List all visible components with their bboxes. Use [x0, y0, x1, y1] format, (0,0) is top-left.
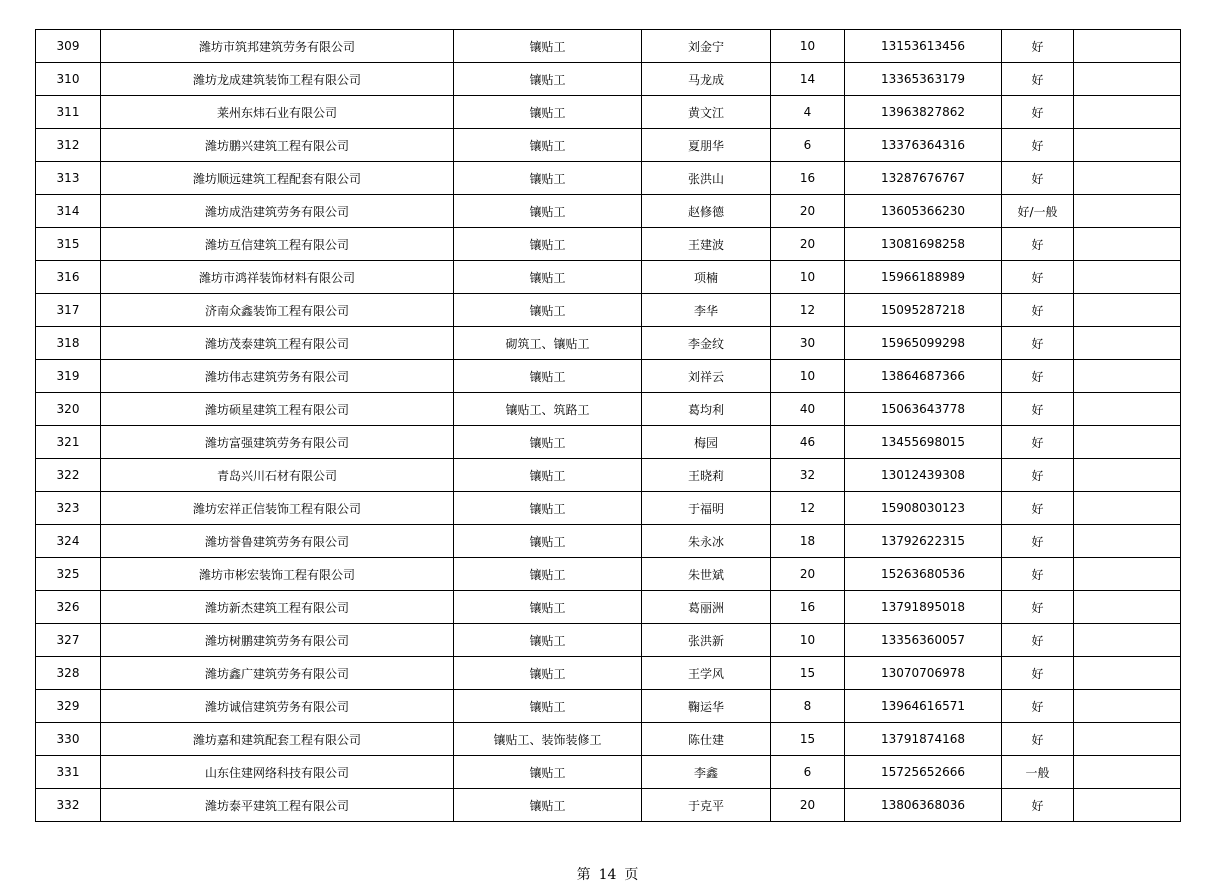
- trade-cell: 镶贴工、装饰装修工: [454, 723, 642, 756]
- notes-cell: [1074, 327, 1181, 360]
- phone-cell: 13153613456: [845, 30, 1002, 63]
- company-name-cell: 潍坊泰平建筑工程有限公司: [101, 789, 454, 822]
- worker-count-cell: 15: [771, 657, 845, 690]
- trade-cell: 镶贴工: [454, 459, 642, 492]
- phone-cell: 15966188989: [845, 261, 1002, 294]
- table-row: [36, 327, 1181, 360]
- notes-cell: [1074, 690, 1181, 723]
- contact-name-cell: 马龙成: [642, 63, 771, 96]
- contact-name-cell: 王晓莉: [642, 459, 771, 492]
- phone-cell: 13455698015: [845, 426, 1002, 459]
- company-name-cell: 潍坊宏祥正信装饰工程有限公司: [101, 492, 454, 525]
- row-number-cell: 321: [36, 426, 101, 459]
- trade-cell: 镶贴工: [454, 756, 642, 789]
- rating-cell: 好: [1002, 690, 1074, 723]
- table-body: [36, 30, 1181, 822]
- contact-name-cell: 葛丽洲: [642, 591, 771, 624]
- table-row: [36, 690, 1181, 723]
- trade-cell: 镶贴工: [454, 360, 642, 393]
- contact-name-cell: 李华: [642, 294, 771, 327]
- row-number-cell: 318: [36, 327, 101, 360]
- row-number-cell: 320: [36, 393, 101, 426]
- contact-name-cell: 李鑫: [642, 756, 771, 789]
- company-name-cell: 潍坊树鹏建筑劳务有限公司: [101, 624, 454, 657]
- phone-cell: 13963827862: [845, 96, 1002, 129]
- phone-cell: 13864687366: [845, 360, 1002, 393]
- contact-name-cell: 葛均利: [642, 393, 771, 426]
- trade-cell: 镶贴工: [454, 96, 642, 129]
- contact-name-cell: 张洪山: [642, 162, 771, 195]
- trade-cell: 镶贴工: [454, 492, 642, 525]
- worker-count-cell: 16: [771, 591, 845, 624]
- worker-count-cell: 32: [771, 459, 845, 492]
- contact-name-cell: 刘金宁: [642, 30, 771, 63]
- row-number-cell: 323: [36, 492, 101, 525]
- phone-cell: 15908030123: [845, 492, 1002, 525]
- notes-cell: [1074, 228, 1181, 261]
- worker-count-cell: 4: [771, 96, 845, 129]
- notes-cell: [1074, 96, 1181, 129]
- row-number-cell: 331: [36, 756, 101, 789]
- worker-count-cell: 6: [771, 129, 845, 162]
- notes-cell: [1074, 162, 1181, 195]
- worker-count-cell: 46: [771, 426, 845, 459]
- company-name-cell: 潍坊鑫广建筑劳务有限公司: [101, 657, 454, 690]
- contact-name-cell: 张洪新: [642, 624, 771, 657]
- phone-cell: 13791874168: [845, 723, 1002, 756]
- phone-cell: 13806368036: [845, 789, 1002, 822]
- trade-cell: 镶贴工: [454, 228, 642, 261]
- notes-cell: [1074, 195, 1181, 228]
- notes-cell: [1074, 558, 1181, 591]
- worker-count-cell: 16: [771, 162, 845, 195]
- company-name-cell: 潍坊伟志建筑劳务有限公司: [101, 360, 454, 393]
- notes-cell: [1074, 492, 1181, 525]
- contact-name-cell: 陈仕建: [642, 723, 771, 756]
- trade-cell: 镶贴工: [454, 129, 642, 162]
- company-name-cell: 潍坊龙成建筑装饰工程有限公司: [101, 63, 454, 96]
- table-row: [36, 63, 1181, 96]
- contact-name-cell: 朱永冰: [642, 525, 771, 558]
- contact-name-cell: 王建波: [642, 228, 771, 261]
- notes-cell: [1074, 591, 1181, 624]
- rating-cell: 好: [1002, 426, 1074, 459]
- trade-cell: 砌筑工、镶贴工: [454, 327, 642, 360]
- rating-cell: 好: [1002, 723, 1074, 756]
- rating-cell: 好: [1002, 162, 1074, 195]
- worker-count-cell: 12: [771, 492, 845, 525]
- phone-cell: 13356360057: [845, 624, 1002, 657]
- table-row: [36, 393, 1181, 426]
- company-name-cell: 济南众鑫装饰工程有限公司: [101, 294, 454, 327]
- table-row: [36, 723, 1181, 756]
- table-row: [36, 558, 1181, 591]
- worker-count-cell: 12: [771, 294, 845, 327]
- rating-cell: 好: [1002, 789, 1074, 822]
- trade-cell: 镶贴工: [454, 162, 642, 195]
- notes-cell: [1074, 129, 1181, 162]
- rating-cell: 好: [1002, 657, 1074, 690]
- worker-count-cell: 14: [771, 63, 845, 96]
- rating-cell: 好: [1002, 360, 1074, 393]
- notes-cell: [1074, 261, 1181, 294]
- notes-cell: [1074, 30, 1181, 63]
- company-name-cell: 潍坊茂泰建筑工程有限公司: [101, 327, 454, 360]
- table-row: [36, 624, 1181, 657]
- page-number: 14: [598, 867, 617, 883]
- notes-cell: [1074, 294, 1181, 327]
- worker-count-cell: 15: [771, 723, 845, 756]
- phone-cell: 15965099298: [845, 327, 1002, 360]
- table-row: [36, 360, 1181, 393]
- table-row: [36, 657, 1181, 690]
- rating-cell: 好: [1002, 261, 1074, 294]
- contact-name-cell: 刘祥云: [642, 360, 771, 393]
- trade-cell: 镶贴工: [454, 789, 642, 822]
- table-row: [36, 492, 1181, 525]
- phone-cell: 15095287218: [845, 294, 1002, 327]
- worker-count-cell: 10: [771, 30, 845, 63]
- company-name-cell: 莱州东炜石业有限公司: [101, 96, 454, 129]
- table-row: [36, 591, 1181, 624]
- trade-cell: 镶贴工: [454, 30, 642, 63]
- row-number-cell: 327: [36, 624, 101, 657]
- rating-cell: 好: [1002, 30, 1074, 63]
- table-row: [36, 129, 1181, 162]
- trade-cell: 镶贴工: [454, 426, 642, 459]
- notes-cell: [1074, 393, 1181, 426]
- rating-cell: 一般: [1002, 756, 1074, 789]
- trade-cell: 镶贴工: [454, 558, 642, 591]
- worker-count-cell: 40: [771, 393, 845, 426]
- table-row: [36, 756, 1181, 789]
- row-number-cell: 309: [36, 30, 101, 63]
- contact-name-cell: 赵修德: [642, 195, 771, 228]
- rating-cell: 好/一般: [1002, 195, 1074, 228]
- rating-cell: 好: [1002, 327, 1074, 360]
- contact-name-cell: 黄文江: [642, 96, 771, 129]
- rating-cell: 好: [1002, 96, 1074, 129]
- row-number-cell: 325: [36, 558, 101, 591]
- table-row: [36, 261, 1181, 294]
- phone-cell: 13365363179: [845, 63, 1002, 96]
- phone-cell: 13792622315: [845, 525, 1002, 558]
- contact-name-cell: 于福明: [642, 492, 771, 525]
- trade-cell: 镶贴工: [454, 63, 642, 96]
- trade-cell: 镶贴工: [454, 690, 642, 723]
- contact-name-cell: 王学风: [642, 657, 771, 690]
- trade-cell: 镶贴工: [454, 261, 642, 294]
- row-number-cell: 314: [36, 195, 101, 228]
- page-footer: [0, 864, 1215, 884]
- notes-cell: [1074, 624, 1181, 657]
- trade-cell: 镶贴工: [454, 624, 642, 657]
- notes-cell: [1074, 657, 1181, 690]
- company-name-cell: 潍坊市筑邦建筑劳务有限公司: [101, 30, 454, 63]
- notes-cell: [1074, 525, 1181, 558]
- table-row: [36, 162, 1181, 195]
- phone-cell: 13605366230: [845, 195, 1002, 228]
- table-row: [36, 525, 1181, 558]
- table-row: [36, 459, 1181, 492]
- row-number-cell: 313: [36, 162, 101, 195]
- rating-cell: 好: [1002, 393, 1074, 426]
- row-number-cell: 312: [36, 129, 101, 162]
- worker-count-cell: 30: [771, 327, 845, 360]
- contact-name-cell: 项楠: [642, 261, 771, 294]
- contractor-table: [35, 29, 1181, 822]
- row-number-cell: 311: [36, 96, 101, 129]
- company-name-cell: 潍坊誉鲁建筑劳务有限公司: [101, 525, 454, 558]
- contact-name-cell: 梅园: [642, 426, 771, 459]
- company-name-cell: 潍坊鹏兴建筑工程有限公司: [101, 129, 454, 162]
- company-name-cell: 山东住建网络科技有限公司: [101, 756, 454, 789]
- row-number-cell: 322: [36, 459, 101, 492]
- company-name-cell: 潍坊市彬宏装饰工程有限公司: [101, 558, 454, 591]
- company-name-cell: 潍坊成浩建筑劳务有限公司: [101, 195, 454, 228]
- worker-count-cell: 6: [771, 756, 845, 789]
- row-number-cell: 319: [36, 360, 101, 393]
- phone-cell: 13964616571: [845, 690, 1002, 723]
- rating-cell: 好: [1002, 459, 1074, 492]
- page-label-suffix: 页: [624, 867, 639, 883]
- worker-count-cell: 10: [771, 624, 845, 657]
- row-number-cell: 330: [36, 723, 101, 756]
- worker-count-cell: 18: [771, 525, 845, 558]
- notes-cell: [1074, 756, 1181, 789]
- rating-cell: 好: [1002, 63, 1074, 96]
- row-number-cell: 326: [36, 591, 101, 624]
- phone-cell: 13376364316: [845, 129, 1002, 162]
- contact-name-cell: 夏朋华: [642, 129, 771, 162]
- row-number-cell: 332: [36, 789, 101, 822]
- phone-cell: 15725652666: [845, 756, 1002, 789]
- rating-cell: 好: [1002, 591, 1074, 624]
- contact-name-cell: 朱世斌: [642, 558, 771, 591]
- contact-name-cell: 李金纹: [642, 327, 771, 360]
- row-number-cell: 324: [36, 525, 101, 558]
- notes-cell: [1074, 360, 1181, 393]
- rating-cell: 好: [1002, 129, 1074, 162]
- row-number-cell: 328: [36, 657, 101, 690]
- page-label-prefix: 第: [576, 867, 591, 883]
- company-name-cell: 潍坊市鸿祥装饰材料有限公司: [101, 261, 454, 294]
- phone-cell: 13791895018: [845, 591, 1002, 624]
- trade-cell: 镶贴工: [454, 525, 642, 558]
- rating-cell: 好: [1002, 228, 1074, 261]
- notes-cell: [1074, 789, 1181, 822]
- table-row: [36, 30, 1181, 63]
- table-row: [36, 96, 1181, 129]
- phone-cell: 13287676767: [845, 162, 1002, 195]
- row-number-cell: 329: [36, 690, 101, 723]
- phone-cell: 15263680536: [845, 558, 1002, 591]
- worker-count-cell: 20: [771, 558, 845, 591]
- worker-count-cell: 20: [771, 228, 845, 261]
- company-name-cell: 潍坊诚信建筑劳务有限公司: [101, 690, 454, 723]
- row-number-cell: 316: [36, 261, 101, 294]
- rating-cell: 好: [1002, 558, 1074, 591]
- company-name-cell: 潍坊嘉和建筑配套工程有限公司: [101, 723, 454, 756]
- company-name-cell: 青岛兴川石材有限公司: [101, 459, 454, 492]
- trade-cell: 镶贴工: [454, 195, 642, 228]
- company-name-cell: 潍坊新杰建筑工程有限公司: [101, 591, 454, 624]
- phone-cell: 15063643778: [845, 393, 1002, 426]
- phone-cell: 13081698258: [845, 228, 1002, 261]
- worker-count-cell: 8: [771, 690, 845, 723]
- trade-cell: 镶贴工: [454, 591, 642, 624]
- notes-cell: [1074, 426, 1181, 459]
- table-row: [36, 228, 1181, 261]
- notes-cell: [1074, 723, 1181, 756]
- row-number-cell: 317: [36, 294, 101, 327]
- worker-count-cell: 10: [771, 360, 845, 393]
- row-number-cell: 315: [36, 228, 101, 261]
- phone-cell: 13012439308: [845, 459, 1002, 492]
- rating-cell: 好: [1002, 492, 1074, 525]
- row-number-cell: 310: [36, 63, 101, 96]
- worker-count-cell: 20: [771, 195, 845, 228]
- rating-cell: 好: [1002, 294, 1074, 327]
- rating-cell: 好: [1002, 525, 1074, 558]
- contact-name-cell: 于克平: [642, 789, 771, 822]
- worker-count-cell: 20: [771, 789, 845, 822]
- rating-cell: 好: [1002, 624, 1074, 657]
- contact-name-cell: 鞠运华: [642, 690, 771, 723]
- notes-cell: [1074, 63, 1181, 96]
- company-name-cell: 潍坊富强建筑劳务有限公司: [101, 426, 454, 459]
- notes-cell: [1074, 459, 1181, 492]
- table-row: [36, 195, 1181, 228]
- trade-cell: 镶贴工、筑路工: [454, 393, 642, 426]
- table-row: [36, 789, 1181, 822]
- table-row: [36, 294, 1181, 327]
- company-name-cell: 潍坊顺远建筑工程配套有限公司: [101, 162, 454, 195]
- trade-cell: 镶贴工: [454, 657, 642, 690]
- table-row: [36, 426, 1181, 459]
- trade-cell: 镶贴工: [454, 294, 642, 327]
- company-name-cell: 潍坊互信建筑工程有限公司: [101, 228, 454, 261]
- company-name-cell: 潍坊硕星建筑工程有限公司: [101, 393, 454, 426]
- worker-count-cell: 10: [771, 261, 845, 294]
- phone-cell: 13070706978: [845, 657, 1002, 690]
